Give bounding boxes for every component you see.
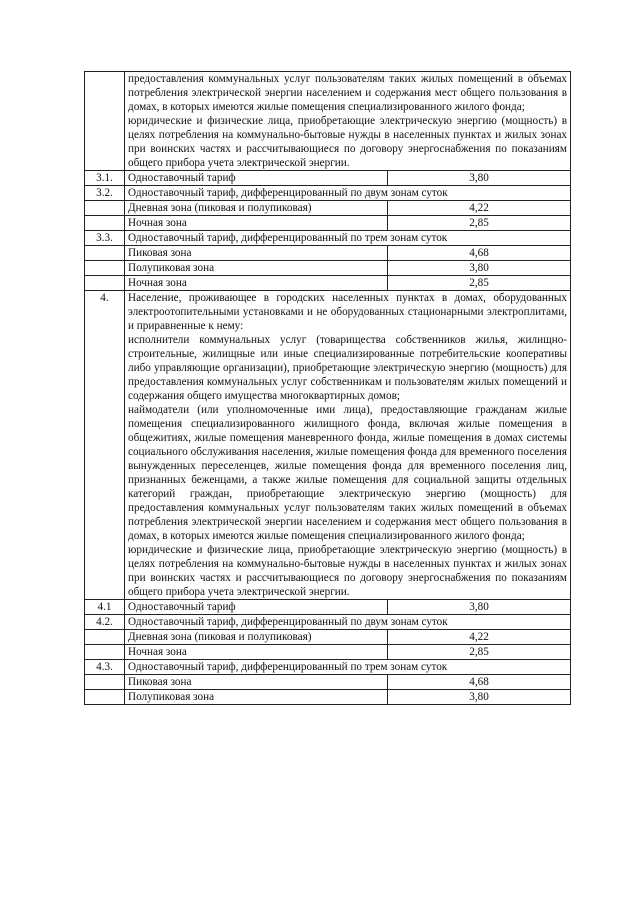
- table-row: [85, 231, 571, 246]
- tariff-value: 2,85: [388, 216, 571, 231]
- row-number: 3.2.: [85, 186, 125, 201]
- row-number: 3.3.: [85, 231, 125, 246]
- table-row: [85, 645, 571, 660]
- table-row: [85, 690, 571, 705]
- table-row: [85, 291, 571, 600]
- description-cell: [125, 72, 571, 171]
- tariff-value: 4,68: [388, 675, 571, 690]
- tariff-value: 2,85: [388, 276, 571, 291]
- tariff-table: [84, 71, 571, 705]
- tariff-label: Пиковая зона: [125, 675, 388, 690]
- tariff-label: Ночная зона: [125, 276, 388, 291]
- tariff-label: Полупиковая зона: [125, 261, 388, 276]
- row-number: [85, 630, 125, 645]
- tariff-label: Одноставочный тариф: [125, 600, 388, 615]
- tariff-value: 3,80: [388, 171, 571, 186]
- row-number: 3.1.: [85, 171, 125, 186]
- tariff-value: 4,68: [388, 246, 571, 261]
- tariff-label: Одноставочный тариф: [125, 171, 388, 186]
- row-number: [85, 261, 125, 276]
- paragraph: юридические и физические лица, приобретающие электрическую энергию (мощность) в целях потребления на коммунально-бытовые нужды в населенных пунктах и жилых зонах при воинских частях и рассчитывающиеся по договору энергоснабжения по показаниям общего прибора учета электрической энергии.: [128, 115, 568, 169]
- tariff-value: 4,22: [388, 201, 571, 216]
- row-number: [85, 246, 125, 261]
- row-number: [85, 675, 125, 690]
- row-number: 4.: [85, 291, 125, 600]
- paragraph: исполнители коммунальных услуг (товарищества собственников жилья, жилищно-строительные, жилищные или иные специализированные потребительские кооперативы либо управляющие организации), приобретающие электрическую энергию (мощность) для предоставления коммунальных услуг собственникам и пользователям жилых помещений и содержания общего имущества многоквартирных домов;: [128, 334, 568, 402]
- table-row: [85, 171, 571, 186]
- row-number: 4.3.: [85, 660, 125, 675]
- row-number: [85, 216, 125, 231]
- tariff-label: Ночная зона: [125, 645, 388, 660]
- paragraph: наймодатели (или уполномоченные ими лица), предоставляющие гражданам жилые помещения специализированного жилищного фонда, включая жилые помещения в общежитиях, жилые помещения маневренного фонда, жилые помещения в домах системы социального обслуживания населения, жилые помещения фонда для временного поселения вынужденных переселенцев, жилые помещения фонда для временного поселения лиц, признанных беженцами, а также жилые помещения для социальной защиты отдельных категорий граждан, приобретающие электрическую энергию (мощность) для предоставления коммунальных услуг пользователям таких жилых помещений в объемах потребления электрической энергии населением и содержания мест общего пользования в домах, в которых имеются жилые помещения специализированного жилого фонда;: [128, 404, 568, 542]
- table-row: [85, 630, 571, 645]
- paragraph: Население, проживающее в городских населенных пунктах в домах, оборудованных электроотопительными установками и не оборудованных стационарными электроплитами, и приравненные к нему:: [128, 292, 568, 332]
- row-number: [85, 645, 125, 660]
- row-number: [85, 276, 125, 291]
- tariff-value: 3,80: [388, 600, 571, 615]
- tariff-value: 4,22: [388, 630, 571, 645]
- tariff-label: Одноставочный тариф, дифференцированный по двум зонам суток: [125, 615, 571, 630]
- table-row: [85, 186, 571, 201]
- tariff-label: Ночная зона: [125, 216, 388, 231]
- table-row: [85, 261, 571, 276]
- table-row: [85, 201, 571, 216]
- table-row: [85, 216, 571, 231]
- tariff-value: 3,80: [388, 261, 571, 276]
- tariff-label: Дневная зона (пиковая и полупиковая): [125, 201, 388, 216]
- tariff-label: Одноставочный тариф, дифференцированный по трем зонам суток: [125, 660, 571, 675]
- table-row: [85, 72, 571, 171]
- table-row: [85, 660, 571, 675]
- tariff-label: Дневная зона (пиковая и полупиковая): [125, 630, 388, 645]
- tariff-label: Пиковая зона: [125, 246, 388, 261]
- row-number: [85, 201, 125, 216]
- tariff-label: Одноставочный тариф, дифференцированный по трем зонам суток: [125, 231, 571, 246]
- row-number: [85, 690, 125, 705]
- table-row: [85, 615, 571, 630]
- row-number: 4.2.: [85, 615, 125, 630]
- tariff-label: Одноставочный тариф, дифференцированный по двум зонам суток: [125, 186, 571, 201]
- tariff-value: 3,80: [388, 690, 571, 705]
- row-number: [85, 72, 125, 171]
- table-row: [85, 600, 571, 615]
- paragraph: предоставления коммунальных услуг пользователям таких жилых помещений в объемах потребления электрической энергии населением и содержания мест общего пользования в домах, в которых имеются жилые помещения специализированного жилого фонда;: [128, 73, 568, 113]
- paragraph: юридические и физические лица, приобретающие электрическую энергию (мощность) в целях потребления на коммунально-бытовые нужды в населенных пунктах и жилых зонах при воинских частях и рассчитывающиеся по договору энергоснабжения по показаниям общего прибора учета электрической энергии.: [128, 544, 568, 598]
- description-cell: [125, 291, 571, 600]
- table-row: [85, 246, 571, 261]
- tariff-value: 2,85: [388, 645, 571, 660]
- table-row: [85, 276, 571, 291]
- row-number: 4.1: [85, 600, 125, 615]
- tariff-label: Полупиковая зона: [125, 690, 388, 705]
- table-row: [85, 675, 571, 690]
